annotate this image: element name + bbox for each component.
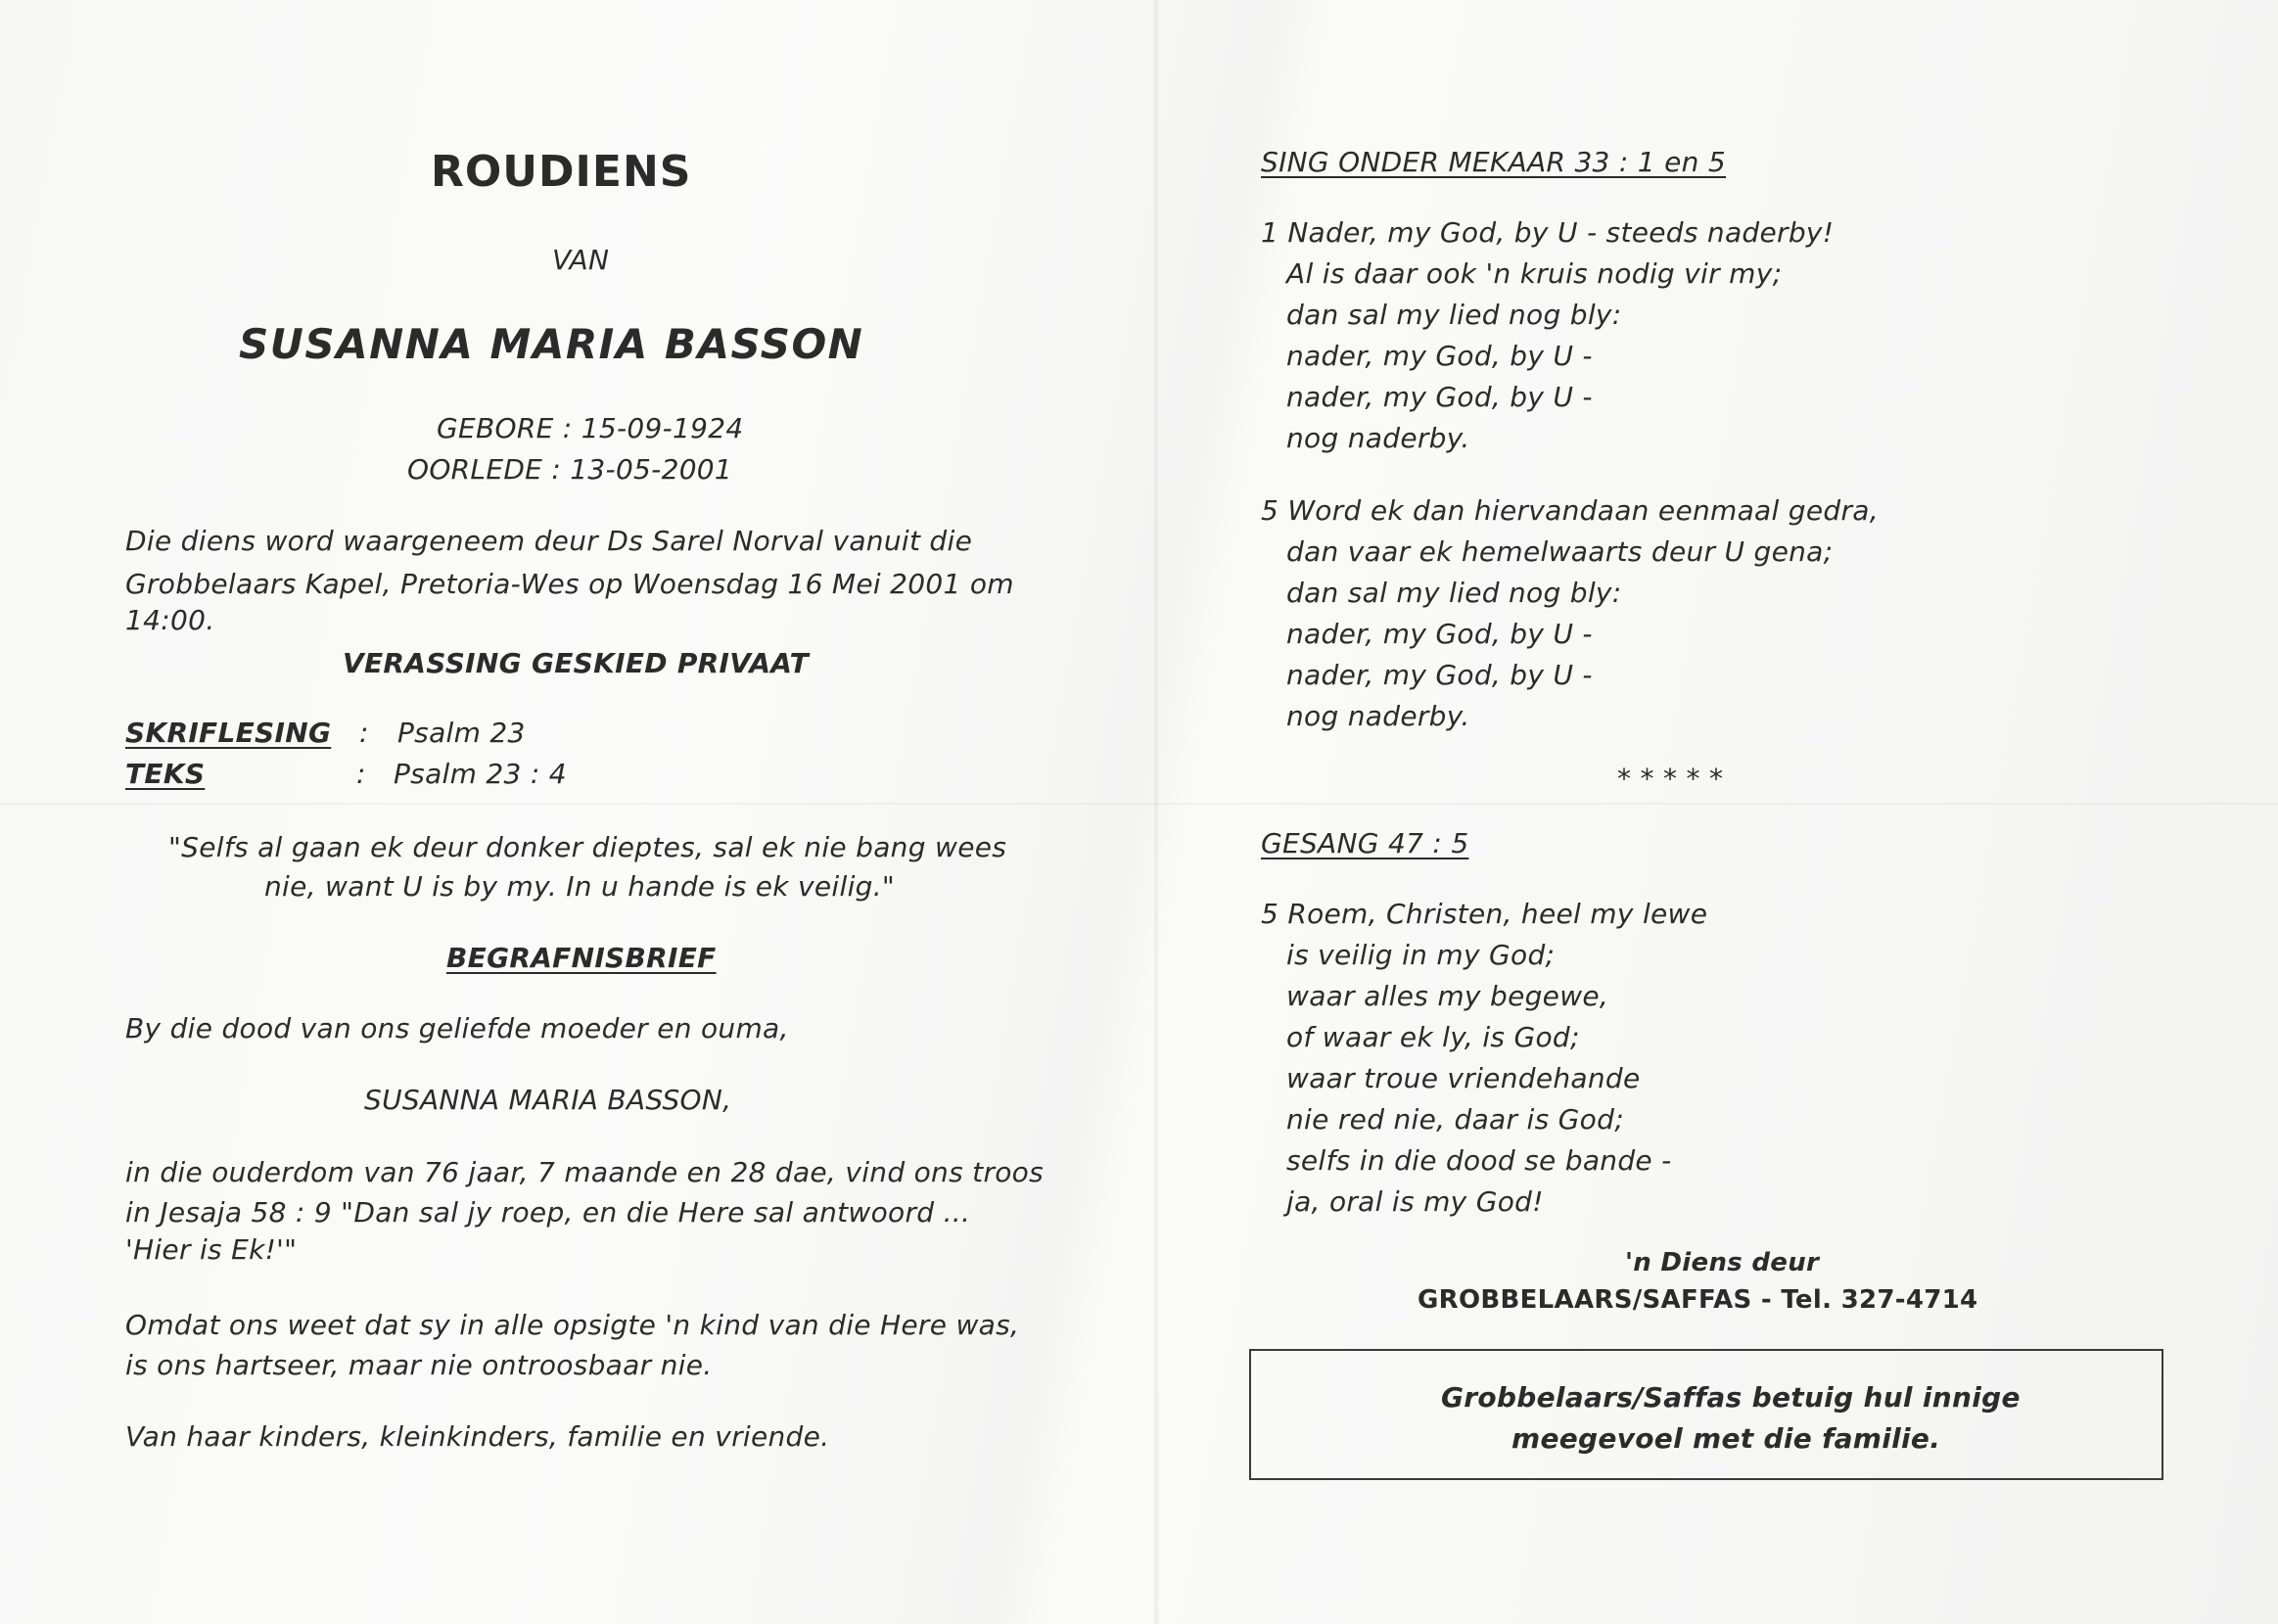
letter-intro: By die dood van ons geliefde moeder en ouma,: [125, 1012, 789, 1044]
center-fold: [1153, 0, 1159, 1624]
hymn2-heading: GESANG 47 : 5: [1261, 827, 1469, 859]
verse5-line-3: dan sal my lied nog bly:: [1286, 577, 1622, 609]
service-by: 'n Diens deur: [1625, 1248, 1820, 1277]
scripture-separator: :: [359, 717, 369, 749]
deceased-name: SUSANNA MARIA BASSON: [239, 320, 864, 368]
verse1-line-6: nog naderby.: [1286, 422, 1470, 454]
verse5-line-6: nog naderby.: [1286, 700, 1470, 732]
letter-heading: BEGRAFNISBRIEF: [446, 942, 717, 974]
comfort-line-1: Omdat ons weet dat sy in alle opsigte 'n kind van die Here was,: [125, 1309, 1020, 1341]
letter-name: SUSANNA MARIA BASSON,: [364, 1084, 732, 1116]
page-title: ROUDIENS: [431, 147, 692, 197]
age-line-2: in Jesaja 58 : 9 "Dan sal jy roep, en die Here sal antwoord ...: [125, 1196, 971, 1229]
gesang-line-7: selfs in die dood se bande -: [1286, 1144, 1672, 1177]
verse1-line-3: dan sal my lied nog bly:: [1286, 299, 1622, 331]
gesang-line-4: of waar ek ly, is God;: [1286, 1021, 1580, 1053]
scripture-value: Psalm 23: [397, 717, 526, 749]
service-line-1: Die diens word waargeneem deur Ds Sarel Norval vanuit die: [125, 525, 973, 557]
gesang-line-6: nie red nie, daar is God;: [1286, 1103, 1624, 1136]
condolence-line-2: meegevoel met die familie.: [1511, 1422, 1941, 1455]
age-line-3: 'Hier is Ek!'": [125, 1233, 298, 1266]
service-line-3: 14:00.: [125, 604, 215, 636]
condolence-line-1: Grobbelaars/Saffas betuig hul innige: [1441, 1381, 2021, 1414]
scripture-label: SKRIFLESING: [125, 717, 332, 749]
horizontal-crease: [0, 803, 2278, 805]
cremation-note: VERASSING GESKIED PRIVAAT: [343, 647, 809, 679]
from-line: Van haar kinders, kleinkinders, familie en vriende.: [125, 1420, 830, 1453]
comfort-line-2: is ons hartseer, maar nie ontroosbaar nie.: [125, 1349, 713, 1381]
text-label: TEKS: [125, 758, 206, 790]
gesang-line-2: is veilig in my God;: [1286, 939, 1556, 971]
verse1-line-1: 1 Nader, my God, by U - steeds naderby!: [1261, 216, 1835, 249]
service-line-2: Grobbelaars Kapel, Pretoria-Wes op Woensdag 16 Mei 2001 om: [125, 568, 1014, 600]
hymn1-heading: SING ONDER MEKAAR 33 : 1 en 5: [1261, 146, 1727, 178]
verse5-line-4: nader, my God, by U -: [1286, 618, 1593, 650]
gesang-line-8: ja, oral is my God!: [1286, 1185, 1544, 1218]
undertaker-contact: GROBBELAARS/SAFFAS - Tel. 327-4714: [1418, 1285, 1978, 1315]
verse1-line-4: nader, my God, by U -: [1286, 340, 1593, 372]
separator-stars: * * * * *: [1617, 763, 1724, 795]
verse5-line-1: 5 Word ek dan hiervandaan eenmaal gedra,: [1261, 494, 1879, 527]
gesang-line-3: waar alles my begewe,: [1286, 980, 1609, 1012]
verse1-line-2: Al is daar ook 'n kruis nodig vir my;: [1286, 257, 1783, 290]
gesang-line-5: waar troue vriendehande: [1286, 1062, 1641, 1094]
verse5-line-5: nader, my God, by U -: [1286, 659, 1593, 691]
verse5-line-2: dan vaar ek hemelwaarts deur U gena;: [1286, 535, 1834, 568]
death-date: OORLEDE : 13-05-2001: [407, 453, 733, 486]
birth-date: GEBORE : 15-09-1924: [437, 412, 744, 444]
age-line-1: in die ouderdom van 76 jaar, 7 maande en 28 dae, vind ons troos: [125, 1156, 1045, 1188]
text-value: Psalm 23 : 4: [394, 758, 567, 790]
verse1-line-5: nader, my God, by U -: [1286, 381, 1593, 413]
quote-line-2: nie, want U is by my. In u hande is ek veilig.": [264, 870, 896, 903]
text-separator: :: [356, 758, 366, 790]
van-label: VAN: [552, 244, 610, 276]
quote-line-1: "Selfs al gaan ek deur donker dieptes, sal ek nie bang wees: [168, 831, 1007, 863]
gesang-line-1: 5 Roem, Christen, heel my lewe: [1261, 898, 1708, 930]
